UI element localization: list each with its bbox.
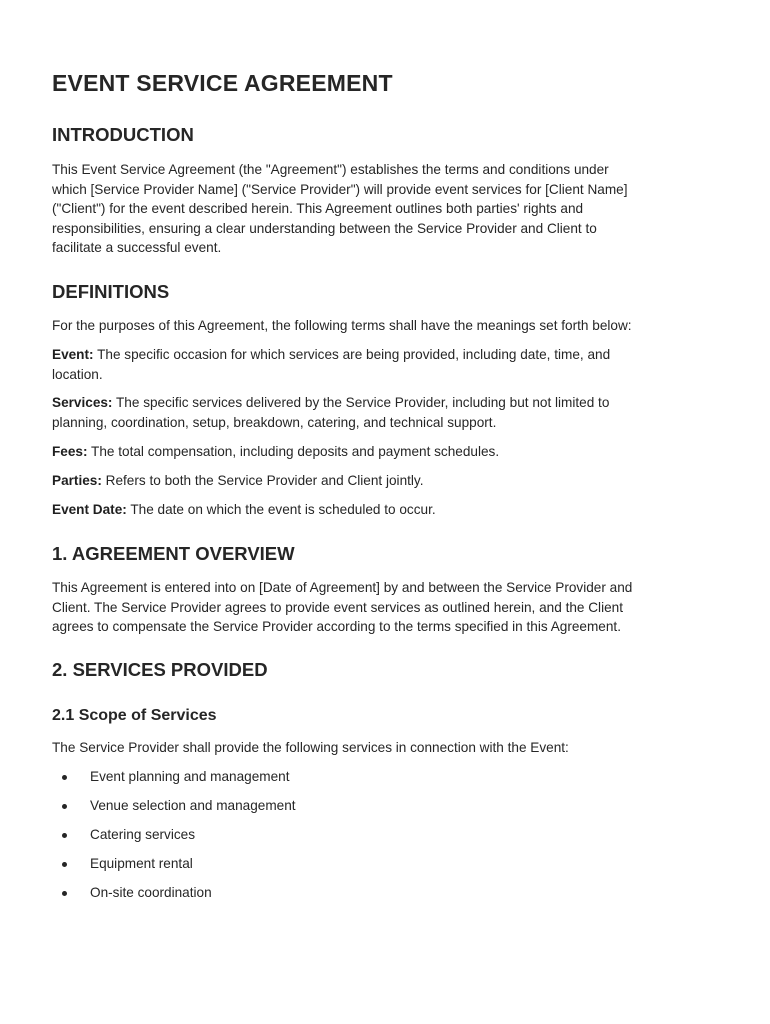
definitions-heading: DEFINITIONS xyxy=(52,281,170,302)
introduction-heading: INTRODUCTION xyxy=(52,124,194,145)
scope-of-services-intro: The Service Provider shall provide the following services in connection with the Event: xyxy=(52,740,569,755)
definition-parties-term: Parties: xyxy=(52,473,102,488)
definition-services-term: Services: xyxy=(52,395,113,410)
definition-fees-text: The total compensation, including deposits and payment schedules. xyxy=(87,444,500,459)
introduction-paragraph xyxy=(52,160,720,258)
definition-event-text-1: The specific occasion for which services are being provided, including date, time, and xyxy=(93,347,611,362)
introduction-line-5: facilitate a successful event. xyxy=(52,240,222,256)
list-item-text: On-site coordination xyxy=(90,885,212,900)
agreement-overview-line-3: agrees to compensate the Service Provider according to the terms specified in this Agreement. xyxy=(52,619,621,635)
definition-event-text-2: location. xyxy=(52,366,103,382)
agreement-overview-heading: 1. AGREEMENT OVERVIEW xyxy=(52,543,295,564)
bullet-icon xyxy=(62,775,67,780)
definition-services-text-1: The specific services delivered by the Service Provider, including but not limited to xyxy=(112,395,610,410)
agreement-overview-line-1: This Agreement is entered into on [Date of Agreement] by and between the Service Provider and xyxy=(52,580,633,595)
definition-event-date-term: Event Date: xyxy=(52,502,127,517)
bullet-icon xyxy=(62,862,67,867)
definition-event-term: Event: xyxy=(52,347,94,362)
bullet-icon xyxy=(62,891,67,896)
list-item-text: Catering services xyxy=(90,827,196,842)
document-title: EVENT SERVICE AGREEMENT xyxy=(52,70,393,96)
definition-event-date xyxy=(52,500,720,520)
agreement-overview-line-2: Client. The Service Provider agrees to provide event services as outlined herein, and the Client xyxy=(52,599,623,615)
definition-services xyxy=(52,393,720,432)
list-item-text: Equipment rental xyxy=(90,856,193,871)
introduction-line-2: which [Service Provider Name] ("Service Provider") will provide event services for [Client Name] xyxy=(52,181,628,197)
definition-fees xyxy=(52,442,720,462)
definition-event-date-text: The date on which the event is scheduled to occur. xyxy=(126,502,436,517)
definition-event xyxy=(52,345,720,384)
definition-fees-term: Fees: xyxy=(52,444,88,459)
introduction-line-3: ("Client") for the event described herein. This Agreement outlines both parties' rights and xyxy=(52,201,584,217)
bullet-icon xyxy=(62,804,67,809)
services-provided-heading: 2. SERVICES PROVIDED xyxy=(52,659,268,680)
definition-parties-text: Refers to both the Service Provider and Client jointly. xyxy=(101,473,424,488)
introduction-line-4: responsibilities, ensuring a clear understanding between the Service Provider and Client to xyxy=(52,220,597,236)
list-item-text: Venue selection and management xyxy=(90,798,296,813)
scope-of-services-heading: 2.1 Scope of Services xyxy=(52,707,217,724)
bullet-icon xyxy=(62,833,67,838)
definition-parties xyxy=(52,471,720,491)
agreement-overview-paragraph xyxy=(52,578,720,637)
list-item-text: Event planning and management xyxy=(90,769,290,784)
definition-services-text-2: planning, coordination, setup, breakdown, catering, and technical support. xyxy=(52,414,497,430)
introduction-line-1: This Event Service Agreement (the "Agreement") establishes the terms and conditions under xyxy=(52,162,609,177)
definitions-intro: For the purposes of this Agreement, the following terms shall have the meanings set forth below: xyxy=(52,318,632,333)
